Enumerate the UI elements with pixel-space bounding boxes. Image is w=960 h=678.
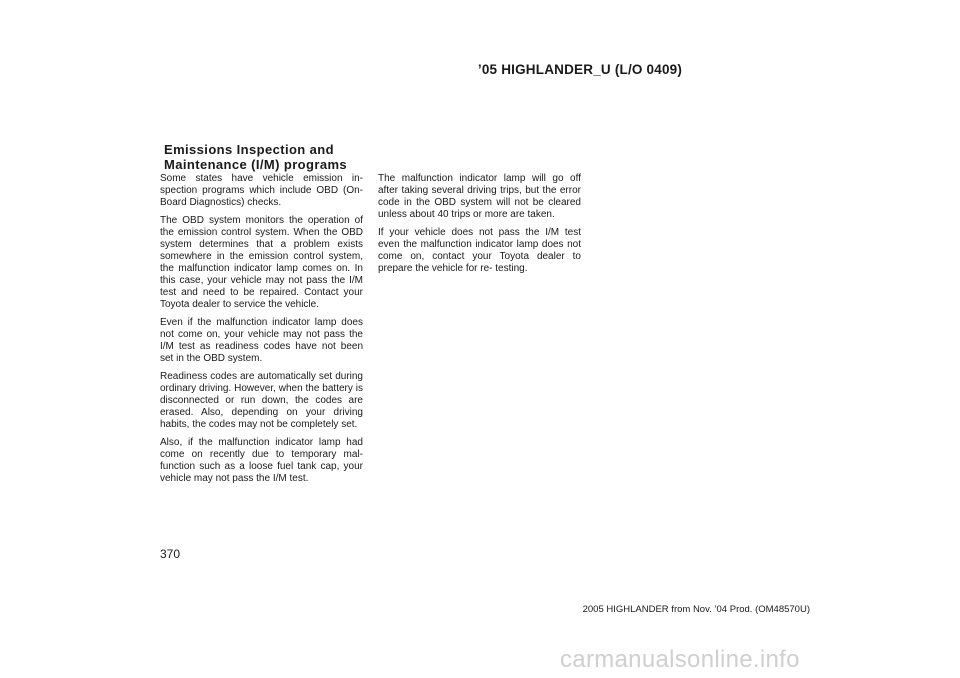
paragraph: Some states have vehicle emission in- spection programs which include OBD (On- Board Diagnostics) checks. (160, 173, 363, 208)
paragraph: The OBD system monitors the operation of the emission control system. When the OBD system determines that a problem exists somewhere in the emission control system, the malfunction indicator lamp comes on. In this case, your vehicle may not pass the I/M test and need to be repaired. Contact your Toyota dealer to service the vehicle. (160, 215, 363, 310)
right-column (378, 173, 581, 281)
paragraph: Readiness codes are automatically set during ordinary driving. However, when the battery is disconnected or run down, the codes are erased. Also, depending on your driving habits, the codes may not be completely set. (160, 371, 363, 430)
left-column (160, 173, 363, 491)
section-title (164, 142, 384, 172)
paragraph: The malfunction indicator lamp will go off after taking several driving trips, but the error code in the OBD system will not be cleared unless about 40 trips or more are taken. (378, 173, 581, 220)
section-title-line-1: Emissions Inspection and (164, 142, 334, 157)
paragraph: Also, if the malfunction indicator lamp had come on recently due to temporary mal- function such as a loose fuel tank cap, your vehicle may not pass the I/M test. (160, 437, 363, 484)
page-number: 370 (160, 547, 181, 561)
paragraph: Even if the malfunction indicator lamp does not come on, your vehicle may not pass the I/M test as readiness codes have not been set in the OBD system. (160, 317, 363, 364)
document-footer: 2005 HIGHLANDER from Nov. ’04 Prod. (OM48570U) (582, 604, 810, 615)
paragraph: If your vehicle does not pass the I/M test even the malfunction indicator lamp does not come on, contact your Toyota dealer to prepare the vehicle for re- testing. (378, 227, 581, 274)
section-title-line-2: Maintenance (I/M) programs (164, 157, 348, 172)
document-header: ’05 HIGHLANDER_U (L/O 0409) (477, 62, 683, 77)
watermark: carmanualsonline.info (560, 646, 800, 673)
